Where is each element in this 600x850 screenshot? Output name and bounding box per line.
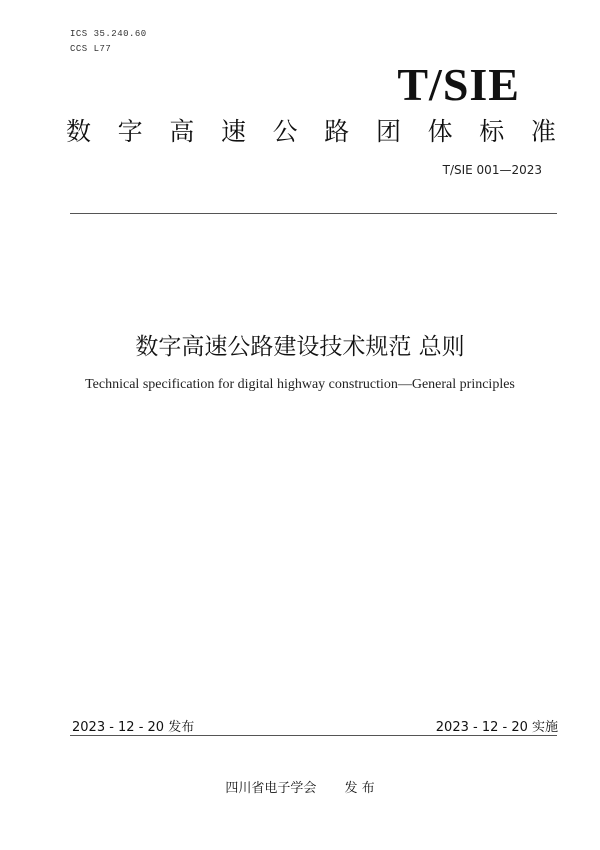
standard-type-char: 速 (220, 117, 246, 146)
publish-date: 2023 - 12 - 20 发布 (72, 720, 195, 735)
standard-type-char: 体 (427, 117, 453, 146)
standard-type (66, 112, 556, 148)
standard-number: T/SIE 001—2023 (442, 163, 542, 177)
standard-type-char: 标 (479, 117, 505, 146)
standard-type-char: 字 (117, 117, 143, 146)
ccs-code: CCS L77 (70, 44, 112, 54)
title-chinese: 数字高速公路建设技术规范 总则 (135, 334, 465, 360)
title-english: Technical specification for digital highway construction—General principles (85, 377, 515, 392)
issuer-name: 四川省电子学会 (225, 781, 317, 796)
standard-type-char: 路 (324, 117, 350, 146)
standard-type-char: 数 (66, 117, 92, 146)
issuer-line (0, 777, 600, 796)
ics-code: ICS 35.240.60 (70, 29, 147, 39)
implement-date: 2023 - 12 - 20 实施 (435, 720, 558, 735)
standard-type-char: 团 (375, 117, 401, 146)
issue-word: 发 布 (344, 781, 375, 796)
standard-logo: T/SIE (397, 59, 520, 110)
standard-type-char: 准 (530, 117, 556, 146)
standard-type-char: 高 (169, 117, 195, 146)
footer-divider (70, 735, 557, 736)
header-divider (70, 213, 557, 214)
standard-type-char: 公 (272, 117, 298, 146)
